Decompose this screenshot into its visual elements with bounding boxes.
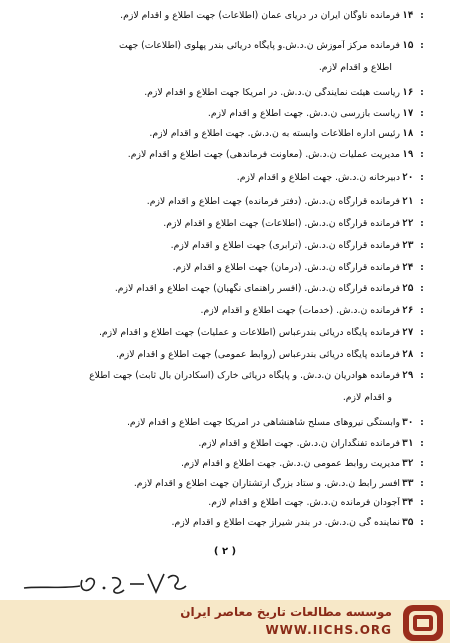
item-text-continuation: و اقدام لازم. (342, 392, 392, 403)
item-text: فرمانده پایگاه دریائی بندرعباس (اطلاعات و عملیات) جهت اطلاع و اقدام لازم. (98, 327, 400, 338)
institute-url[interactable]: WWW.IICHS.ORG (265, 623, 392, 637)
item-number: ۳۲ : (402, 458, 425, 469)
item-text: فرمانده قرارگاه ن.د.ش. (ترابری) جهت اطلاع و اقدام لازم. (170, 240, 400, 251)
item-number: ۲۶ : (402, 305, 425, 316)
item-text: آجودان فرمانده ن.د.ش. جهت اطلاع و اقدام لازم. (208, 497, 400, 508)
item-text: ریاست هیئت نمایندگی ن.د.ش. در امریکا جهت اطلاع و اقدام لازم. (144, 87, 400, 98)
item-text: دبیرخانه ن.د.ش. جهت اطلاع و اقدام لازم. (236, 172, 400, 183)
item-number: ۳۱ : (402, 438, 425, 449)
item-text: فرمانده قرارگاه ن.د.ش. (افسر راهنمای نگهبان) جهت اطلاع و اقدام لازم. (114, 283, 400, 294)
page-number: ( ۲ ) (213, 546, 237, 557)
item-number: ۲۴ : (402, 262, 425, 273)
institute-name: موسسه مطالعات تاریخ معاصر ایران (180, 605, 392, 619)
item-number: ۲۳ : (402, 240, 425, 251)
item-text: فرمانده پایگاه دریائی بندرعباس (روابط عمومی) جهت اطلاع و اقدام لازم. (116, 349, 400, 360)
iichs-logo-icon (400, 603, 446, 643)
item-text: فرمانده ن.د.ش. (خدمات) جهت اطلاع و اقدام لازم. (200, 305, 400, 316)
item-text: فرمانده قرارگاه ن.د.ش. (درمان) جهت اطلاع و اقدام لازم. (172, 262, 400, 273)
item-number: ۳۵ : (402, 517, 425, 528)
item-number: ۲۲ : (402, 218, 425, 229)
item-text: افسر رابط ن.د.ش. و ستاد بزرگ ارتشتاران جهت اطلاع و اقدام لازم. (133, 478, 400, 489)
item-text: مدیریت روابط عمومی ن.د.ش. جهت اطلاع و اقدام لازم. (180, 458, 400, 469)
item-text: ریاست بازرسی ن.د.ش. جهت اطلاع و اقدام لازم. (207, 108, 400, 119)
item-number: ۲۱ : (402, 196, 425, 207)
item-number: ۱۸ : (402, 128, 425, 139)
item-number: ۲۹ : (402, 370, 425, 381)
item-number: ۲۸ : (402, 349, 425, 360)
item-number: ۲۰ : (402, 172, 425, 183)
item-text: فرمانده قرارگاه ن.د.ش. (دفتر فرمانده) جهت اطلاع و اقدام لازم. (146, 196, 400, 207)
item-text-continuation: اطلاع و اقدام لازم. (318, 62, 392, 73)
item-number: ۱۷ : (402, 108, 425, 119)
item-number: ۳۴ : (402, 497, 425, 508)
item-number: ۲۵ : (402, 283, 425, 294)
item-number: ۱۵ : (402, 40, 425, 51)
item-number: ۳۳ : (402, 478, 425, 489)
item-text: فرمانده ناوگان ایران در دریای عمان (اطلاعات) جهت اطلاع و اقدام لازم. (120, 10, 400, 21)
item-number: ۳۰ : (402, 417, 425, 428)
item-text: رئیس اداره اطلاعات وابسته به ن.د.ش. جهت اطلاع و اقدام لازم. (149, 128, 400, 139)
item-number: ۲۷ : (402, 327, 425, 338)
item-text: مدیریت عملیات ن.د.ش. (معاونت فرماندهی) جهت اطلاع و اقدام لازم. (127, 149, 400, 160)
item-number: ۱۶ : (402, 87, 425, 98)
item-text: فرمانده مرکز آموزش ن.د.ش.و پایگاه دریائی بندر پهلوی (اطلاعات) جهت (119, 40, 400, 51)
item-number: ۱۹ : (402, 149, 425, 160)
item-text: وابستگی نیروهای مسلح شاهنشاهی در امریکا جهت اطلاع و اقدام لازم. (126, 417, 400, 428)
item-text: فرمانده هوادریان ن.د.ش. و پایگاه دریائی خارک (اسکادران بال ثابت) جهت اطلاع (89, 370, 400, 381)
handwritten-annotation (20, 566, 190, 600)
item-text: فرمانده تفنگداران ن.د.ش. جهت اطلاع و اقدام لازم. (198, 438, 400, 449)
item-number: ۱۴ : (402, 10, 425, 21)
item-text: نماینده گی ن.د.ش. در بندر شیراز جهت اطلاع و اقدام لازم. (171, 517, 400, 528)
item-text: فرمانده قرارگاه ن.د.ش. (اطلاعات) جهت اطلاع و اقدام لازم. (163, 218, 400, 229)
